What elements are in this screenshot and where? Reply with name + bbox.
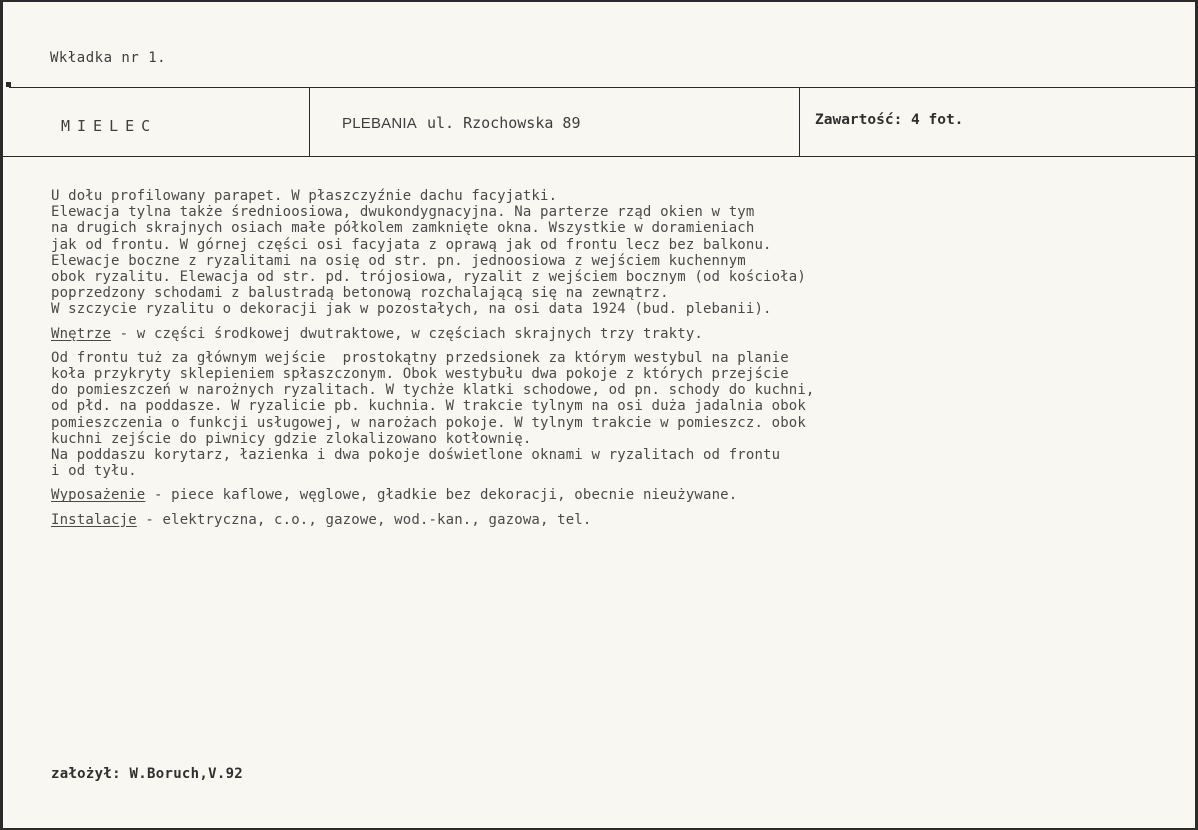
- equipment-text: - piece kaflowe, węglowe, gładkie bez dekoracji, obecnie nieużywane.: [145, 487, 738, 504]
- interior-line: kuchni zejście do piwnicy gdzie zlokalizowano kotłownię.: [51, 430, 532, 447]
- description-body: [51, 188, 1171, 528]
- building-name: PLEBANIA: [342, 115, 417, 132]
- interior-line: koła przykryty sklepieniem spłaszczonym. Obok westybułu dwa pokoje z których przejście: [51, 366, 789, 383]
- interior-line: Od frontu tuż za głównym wejście prostokątny przedsionek za którym westybul na planie: [51, 349, 789, 366]
- equipment-label: Wyposażenie: [51, 487, 146, 504]
- facade-description: [51, 188, 1171, 318]
- interior-line: do pomieszczeń w narożnych ryzalitach. W tychże klatki schodowe, od pn. schody do kuchni,: [51, 382, 815, 399]
- interior-line: i od tyłu.: [51, 463, 137, 480]
- installations-text: - elektryczna, c.o., gazowe, wod.-kan., gazowa, tel.: [136, 511, 592, 528]
- installations-entry: [51, 512, 1171, 528]
- equipment-entry: [51, 487, 1171, 503]
- founder-signature: założył: W.Boruch,V.92: [51, 766, 244, 782]
- header-top-rule: [9, 87, 1195, 88]
- insert-label: Wkładka nr 1.: [50, 50, 167, 66]
- header-divider-2: [799, 88, 800, 156]
- facade-line: Elewacja tylna także średnioosiowa, dwukondygnacyjna. Na parterze rząd okien w tym: [51, 204, 755, 221]
- interior-line: pomieszczenia o funkcji usługowej, w narożach pokoje. W tylnym trakcie w pomieszcz. obok: [51, 414, 806, 431]
- facade-line: Elewacje boczne z ryzalitami na osię od str. pn. jednoosiowa z wejściem kuchennym: [51, 252, 746, 269]
- installations-label: Instalacje: [51, 511, 137, 528]
- facade-line: jak od frontu. W górnej części osi facyjata z oprawą jak od frontu lecz bez balkonu.: [51, 236, 772, 253]
- interior-label: Wnętrze: [51, 325, 112, 342]
- header-divider-1: [309, 88, 310, 156]
- interior-line: od płd. na poddasze. W ryzalicie pb. kuchnia. W trakcie tylnym na osi duża jadalnia obok: [51, 398, 806, 415]
- facade-line: poprzedzony schodami z balustradą betonową rozchalającą się na zewnątrz.: [51, 285, 669, 302]
- interior-summary-text: - w części środkowej dwutraktowe, w częściach skrajnych trzy trakty.: [111, 325, 703, 342]
- interior-description: [51, 350, 1171, 480]
- interior-line: Na poddaszu korytarz, łazienka i dwa pokoje doświetlone oknami w ryzalitach od frontu: [51, 447, 781, 464]
- city-name: MIELEC: [61, 117, 158, 135]
- facade-line: na drugich skrajnych osiach małe półkolem zamknięte okna. Wszystkie w doramieniach: [51, 220, 755, 237]
- street-address: ul. Rzochowska 89: [426, 114, 581, 132]
- interior-summary: [51, 326, 1171, 342]
- facade-line: W szczycie ryzalitu o dekoracji jak w pozostałych, na osi data 1924 (bud. plebanii).: [51, 301, 772, 318]
- contents-count: Zawartość: 4 fot.: [815, 112, 964, 128]
- facade-line: obok ryzalitu. Elewacja od str. pd. trójosiowa, ryzalit z wejściem bocznym (od kościoła): [51, 269, 806, 286]
- header-bottom-rule: [3, 156, 1195, 157]
- address: [342, 114, 581, 132]
- facade-line: U dołu profilowany parapet. W płaszczyźnie dachu facyjatki.: [51, 188, 558, 204]
